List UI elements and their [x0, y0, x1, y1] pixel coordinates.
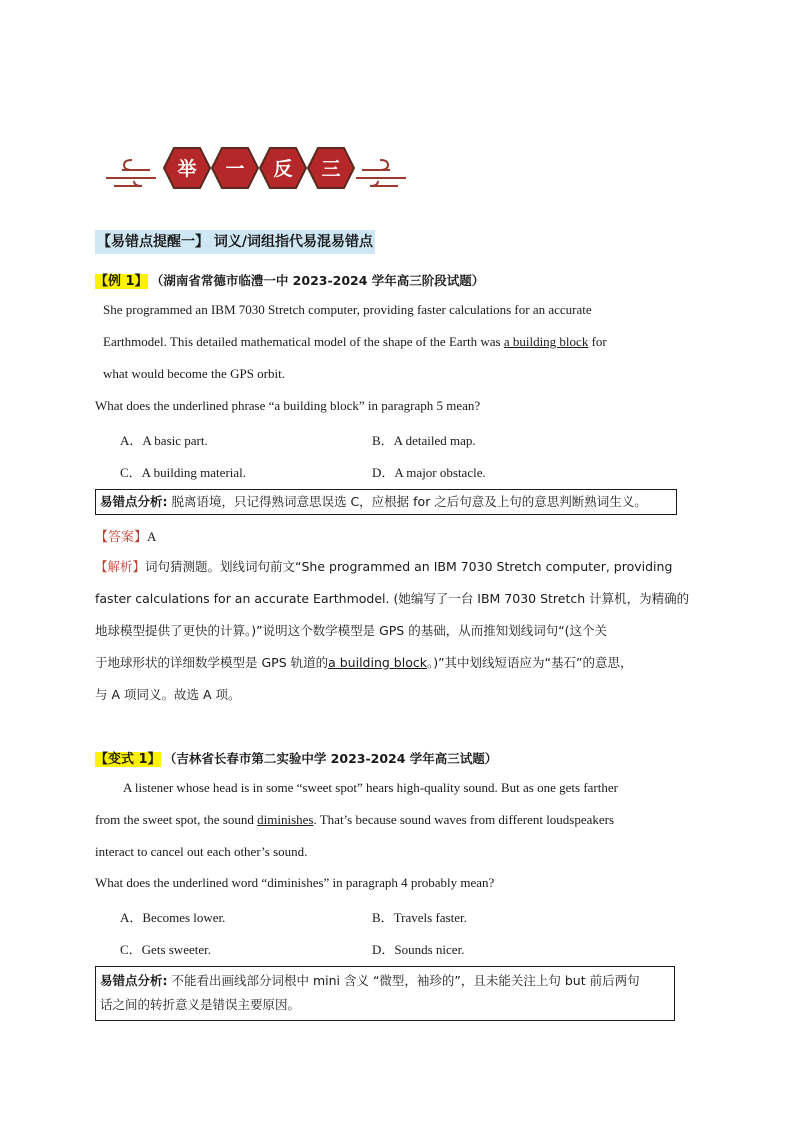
example1-option-c: C．A building material. [120, 465, 247, 480]
banner-char-3: 反 [273, 158, 293, 180]
example1-analysis-line-2: faster calculations for an accurate Earthmodel. (她编写了一台 IBM 7030 Stretch 计算机，为精确的 [95, 591, 690, 606]
example1-tag: 【例 1】 [95, 274, 148, 289]
error-analysis-text: 脱离语境，只记得熟词意思误选 C，应根据 for 之后句意及上句的意思判断熟词生义。 [167, 494, 647, 509]
example1-passage-line-2 [103, 334, 607, 350]
variant1-source: （吉林省长春市第二实验中学 2023-2024 学年高三试题） [163, 751, 498, 766]
example1-passage-text: for [588, 334, 607, 349]
variant1-passage-line-1: A listener whose head is in some “sweet spot” hears high-quality sound. But as one gets farther [123, 780, 618, 795]
section-title-text: 易错点提醒一】 词义/词组指代易混易错点 [111, 234, 373, 250]
banner-char-1: 举 [177, 158, 197, 180]
variant1-error-line-1 [100, 969, 670, 993]
example1-heading [95, 270, 484, 289]
example1-source: （湖南省常德市临澧一中 2023-2024 学年高三阶段试题） [150, 273, 485, 288]
variant1-tag: 【变式 1】 [95, 752, 161, 767]
variant1-error-analysis [95, 966, 675, 1021]
answer-value: A [147, 529, 157, 544]
variant1-error-line-2: 话之间的转折意义是错误主要原因。 [100, 997, 301, 1012]
variant1-passage-text: from the sweet spot, the sound [95, 812, 258, 827]
example1-option-b: B．A detailed map. [372, 433, 476, 448]
banner-left-swirl [106, 160, 156, 186]
variant1-passage-line-2 [95, 812, 614, 828]
example1-analysis-line-3: 地球模型提供了更快的计算。)”说明这个数学模型是 GPS 的基础，从而推知划线词句“(这个关 [95, 623, 608, 638]
example1-answer [95, 526, 156, 545]
analysis-text: 。)”其中划线短语应为“基石”的意思， [426, 655, 633, 670]
error-analysis-label: 易错点分析: [100, 494, 168, 509]
error-analysis-label: 易错点分析: [100, 973, 168, 988]
variant1-underlined-word: diminishes [257, 812, 314, 827]
variant1-option-d: D．Sounds nicer. [372, 942, 465, 957]
example1-passage-line-3: what would become the GPS orbit. [103, 366, 285, 381]
section-title-bracket: 【 [97, 234, 111, 250]
example1-analysis-line-4 [95, 653, 633, 671]
analysis-label: 【解析】 [95, 559, 146, 574]
answer-label: 【答案】 [95, 530, 148, 545]
section-title [95, 230, 375, 254]
variant1-passage-line-3: interact to cancel out each other’s sound. [95, 844, 308, 859]
example1-question: What does the underlined phrase “a building block” in paragraph 5 mean? [95, 398, 481, 413]
variant1-passage-text: . That’s because sound waves from different loudspeakers [313, 812, 615, 827]
example1-error-analysis [95, 489, 677, 515]
variant1-heading [95, 748, 497, 767]
analysis-underlined-phrase: a building block [328, 655, 427, 670]
example1-passage-text: Earthmodel. This detailed mathematical model of the shape of the Earth was [103, 334, 504, 349]
variant1-option-a: A．Becomes lower. [120, 910, 226, 925]
example1-analysis-line-5: 与 A 项同义。故选 A 项。 [95, 687, 241, 702]
example1-analysis-line-1 [95, 557, 672, 575]
banner-right-swirl [356, 160, 406, 186]
example1-passage-line-1: She programmed an IBM 7030 Stretch computer, providing faster calculations for an accurate [103, 302, 592, 317]
banner-char-4: 三 [321, 158, 341, 180]
example1-underlined-phrase: a building block [503, 334, 589, 349]
banner-char-2: 一 [225, 158, 245, 180]
example1-option-d: D．A major obstacle. [372, 465, 486, 480]
variant1-option-b: B．Travels faster. [372, 910, 467, 925]
analysis-text: 于地球形状的详细数学模型是 GPS 轨道的 [95, 655, 329, 670]
analysis-text: 词句猜测题。划线词句前文“She programmed an IBM 7030 Stretch computer, providing [145, 559, 673, 574]
variant1-option-c: C．Gets sweeter. [120, 942, 211, 957]
variant1-question: What does the underlined word “diminishes” in paragraph 4 probably mean? [95, 875, 495, 890]
section-banner [104, 140, 408, 196]
example1-option-a: A．A basic part. [120, 433, 208, 448]
error-analysis-text: 不能看出画线部分词根中 mini 含义 “微型，袖珍的”，且未能关注上句 but 前后两句 [167, 973, 640, 988]
